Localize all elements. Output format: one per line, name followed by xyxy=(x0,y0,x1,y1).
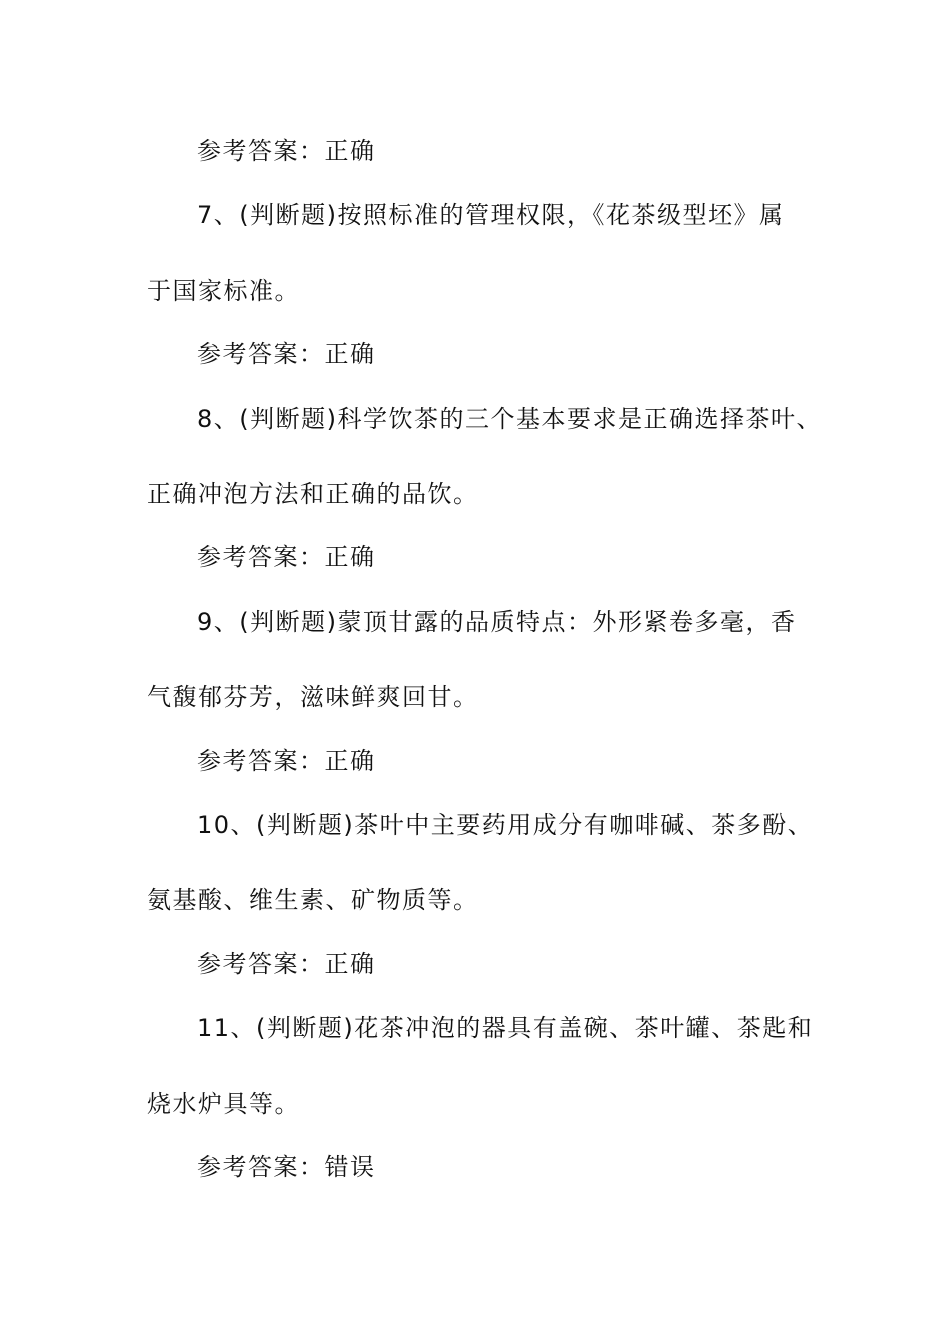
answer-9: 参考答案：正确 xyxy=(197,747,376,775)
question-7-line-1: 7、(判断题)按照标准的管理权限，《花茶级型坯》属 xyxy=(197,201,785,229)
answer-6: 参考答案：正确 xyxy=(197,137,376,165)
question-10-line-2: 氨基酸、维生素、矿物质等。 xyxy=(147,886,479,914)
question-8-line-1: 8、(判断题)科学饮茶的三个基本要求是正确选择茶叶、 xyxy=(197,405,822,433)
question-9-line-2: 气馥郁芬芳，滋味鲜爽回甘。 xyxy=(147,683,479,711)
question-9-line-1: 9、(判断题)蒙顶甘露的品质特点：外形紧卷多毫，香 xyxy=(197,608,797,636)
question-11-line-2: 烧水炉具等。 xyxy=(147,1090,300,1118)
question-8-line-2: 正确冲泡方法和正确的品饮。 xyxy=(147,480,479,508)
question-7-line-2: 于国家标准。 xyxy=(147,277,300,305)
answer-11: 参考答案：错误 xyxy=(197,1153,376,1181)
answer-8: 参考答案：正确 xyxy=(197,543,376,571)
answer-7: 参考答案：正确 xyxy=(197,340,376,368)
question-10-line-1: 10、(判断题)茶叶中主要药用成分有咖啡碱、茶多酚、 xyxy=(197,811,814,839)
answer-10: 参考答案：正确 xyxy=(197,950,376,978)
question-11-line-1: 11、(判断题)花茶冲泡的器具有盖碗、茶叶罐、茶匙和 xyxy=(197,1014,814,1042)
